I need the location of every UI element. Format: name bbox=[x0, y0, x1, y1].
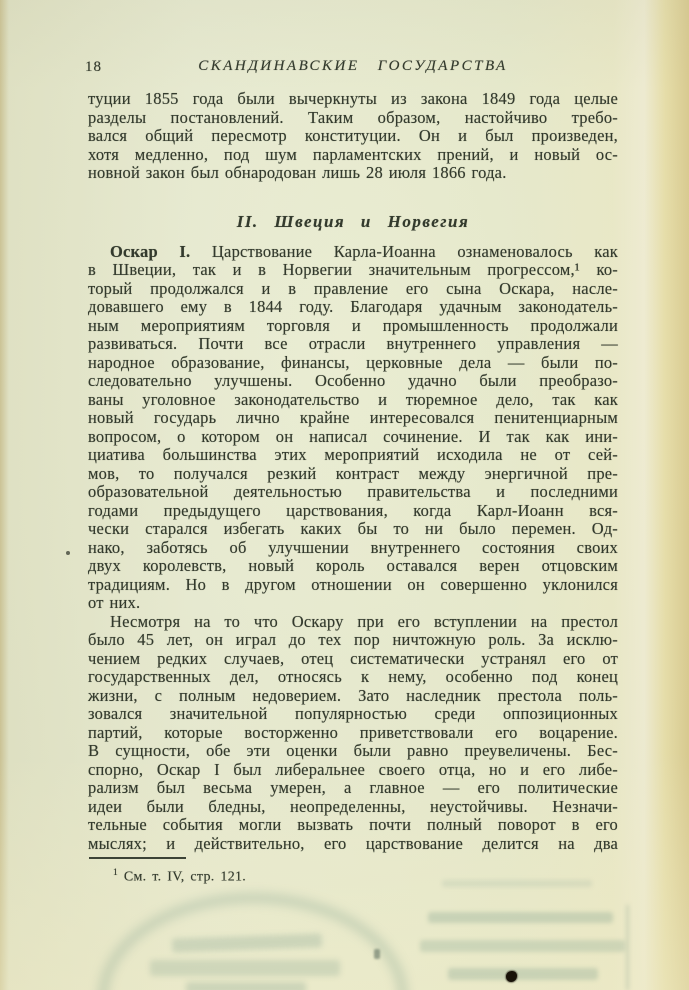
reverse-text-bleedthrough bbox=[428, 912, 613, 923]
reverse-text-bleedthrough bbox=[420, 940, 625, 952]
text-line: ным мероприятиям торговля и промышленность продолжали bbox=[88, 315, 618, 335]
text-line: спорно, Оскар I был либеральнее своего отца, но и его либе- bbox=[88, 759, 618, 779]
text-line: мов, то получался резкий контраст между энергичной пре- bbox=[88, 463, 618, 483]
paragraph-continuation bbox=[88, 90, 618, 183]
text-line: вопросом, о котором он написал сочинение. И так как ини- bbox=[88, 426, 618, 446]
library-stamp-bleedthrough bbox=[98, 893, 408, 990]
text-line: следовательно улучшены. Особенно удачно были преобразо- bbox=[88, 371, 618, 390]
stamp-text-smudge bbox=[186, 982, 306, 990]
text-line: торый продолжался и в правление его сына Оскара, насле- bbox=[88, 278, 618, 298]
text-line: циатива большинства этих мероприятий исходила не от сей- bbox=[88, 445, 618, 464]
text-line: развиваться. Почти все отрасли внутреннего управления — bbox=[88, 334, 618, 353]
footnote-marker: 1 bbox=[113, 868, 119, 878]
text-line: Оскар I. Царствование Карла-Иоанна ознаменовалось как bbox=[110, 241, 618, 261]
small-ink-mark bbox=[374, 949, 380, 959]
text-line: традициям. Но в другом отношении он совершенно уклонился bbox=[88, 574, 618, 594]
footnote-rule bbox=[89, 857, 186, 859]
text-line: хотя медленно, под шум парламентских прений, и новый ос- bbox=[88, 144, 618, 164]
text-column bbox=[85, 58, 618, 886]
text-line: зовался значительной популярностью среди оппозиционных bbox=[88, 704, 618, 723]
text-line: годами предыдущего царствования, когда Карл-Иоанн вся- bbox=[88, 500, 618, 520]
text-line: нако, заботясь об улучшении внутреннего состояния своих bbox=[88, 537, 618, 557]
text-line: в Швеции, так и в Норвегии значительным прогрессом,¹ ко- bbox=[88, 260, 618, 279]
text-line: двух королевств, новый король оставался верен отцовским bbox=[88, 556, 618, 575]
text-line: рализм был весьма умерен, а главное — его политические bbox=[88, 778, 618, 797]
stamp-text-smudge bbox=[150, 960, 340, 976]
text-line: довавшего ему в 1844 году. Благодаря удачным законодатель- bbox=[88, 297, 618, 316]
text-line: от них. bbox=[88, 593, 141, 612]
footnote-citation: См. т. IV, стр. 121. bbox=[123, 869, 247, 885]
text-line: мыслях; и действительно, его царствование делится на два bbox=[88, 833, 618, 853]
paper-speck bbox=[66, 551, 70, 555]
paragraph-nesmotrya bbox=[88, 613, 618, 854]
text-line: было 45 лет, он играл до тех пор ничтожную роль. За исклю- bbox=[88, 630, 618, 649]
text-line: тельные события могли вызвать почти полный поворот в его bbox=[88, 815, 618, 834]
text-line: партий, которые восторженно приветствовали его воцарение. bbox=[88, 722, 618, 742]
section-heading: II. Швеция и Норвегия bbox=[236, 211, 470, 231]
page-number: 18 bbox=[85, 59, 102, 75]
footnote bbox=[88, 857, 618, 886]
text-line: туции 1855 года были вычеркнуты из закона 1849 года целые bbox=[88, 89, 618, 108]
text-line: идеи были бледны, неопределенны, неустойчивы. Незначи- bbox=[88, 796, 618, 816]
text-line: чением редких случаев, отец систематически устранял его от bbox=[88, 648, 618, 668]
page-header bbox=[85, 58, 618, 77]
footnote-text bbox=[88, 868, 618, 886]
text-line: новной закон был обнародован лишь 28 июля 1866 года. bbox=[88, 163, 507, 182]
text-line: жизни, с полным недоверием. Зато наследник престола поль- bbox=[88, 685, 618, 705]
running-title: СКАНДИНАВСКИЕ ГОСУДАРСТВА bbox=[198, 58, 508, 74]
reverse-stamp-edge-bleedthrough bbox=[626, 905, 629, 990]
text-line: образовательной деятельностью правительства и последними bbox=[88, 482, 618, 501]
text-line: новый государь лично крайне интересовался пенитенциарным bbox=[88, 408, 618, 427]
ink-blot bbox=[506, 971, 517, 982]
text-line: разделы постановлений. Таким образом, настойчиво требо- bbox=[88, 107, 618, 127]
stamp-text-smudge bbox=[172, 933, 322, 952]
text-line: В сущности, обе эти оценки были равно преувеличены. Бес- bbox=[88, 741, 618, 760]
text-line: ваны уголовное законодательство и тюремное дело, так как bbox=[88, 389, 618, 409]
text-line: вался общий пересмотр конституции. Он и был произведен, bbox=[88, 126, 618, 145]
reverse-text-bleedthrough bbox=[448, 968, 598, 980]
text-line: Несмотря на то что Оскару при его вступлении на престол bbox=[110, 611, 618, 631]
text-line: народное образование, финансы, церковные дела — были по- bbox=[88, 352, 618, 372]
text-line: государственных дел, относясь к нему, особенно под конец bbox=[88, 667, 618, 686]
paragraph-bold-lead: Оскар I. bbox=[110, 241, 191, 261]
text-line: чески старался избегать каких бы то ни было перемен. Од- bbox=[88, 519, 618, 538]
paragraph-oskar bbox=[88, 243, 618, 613]
